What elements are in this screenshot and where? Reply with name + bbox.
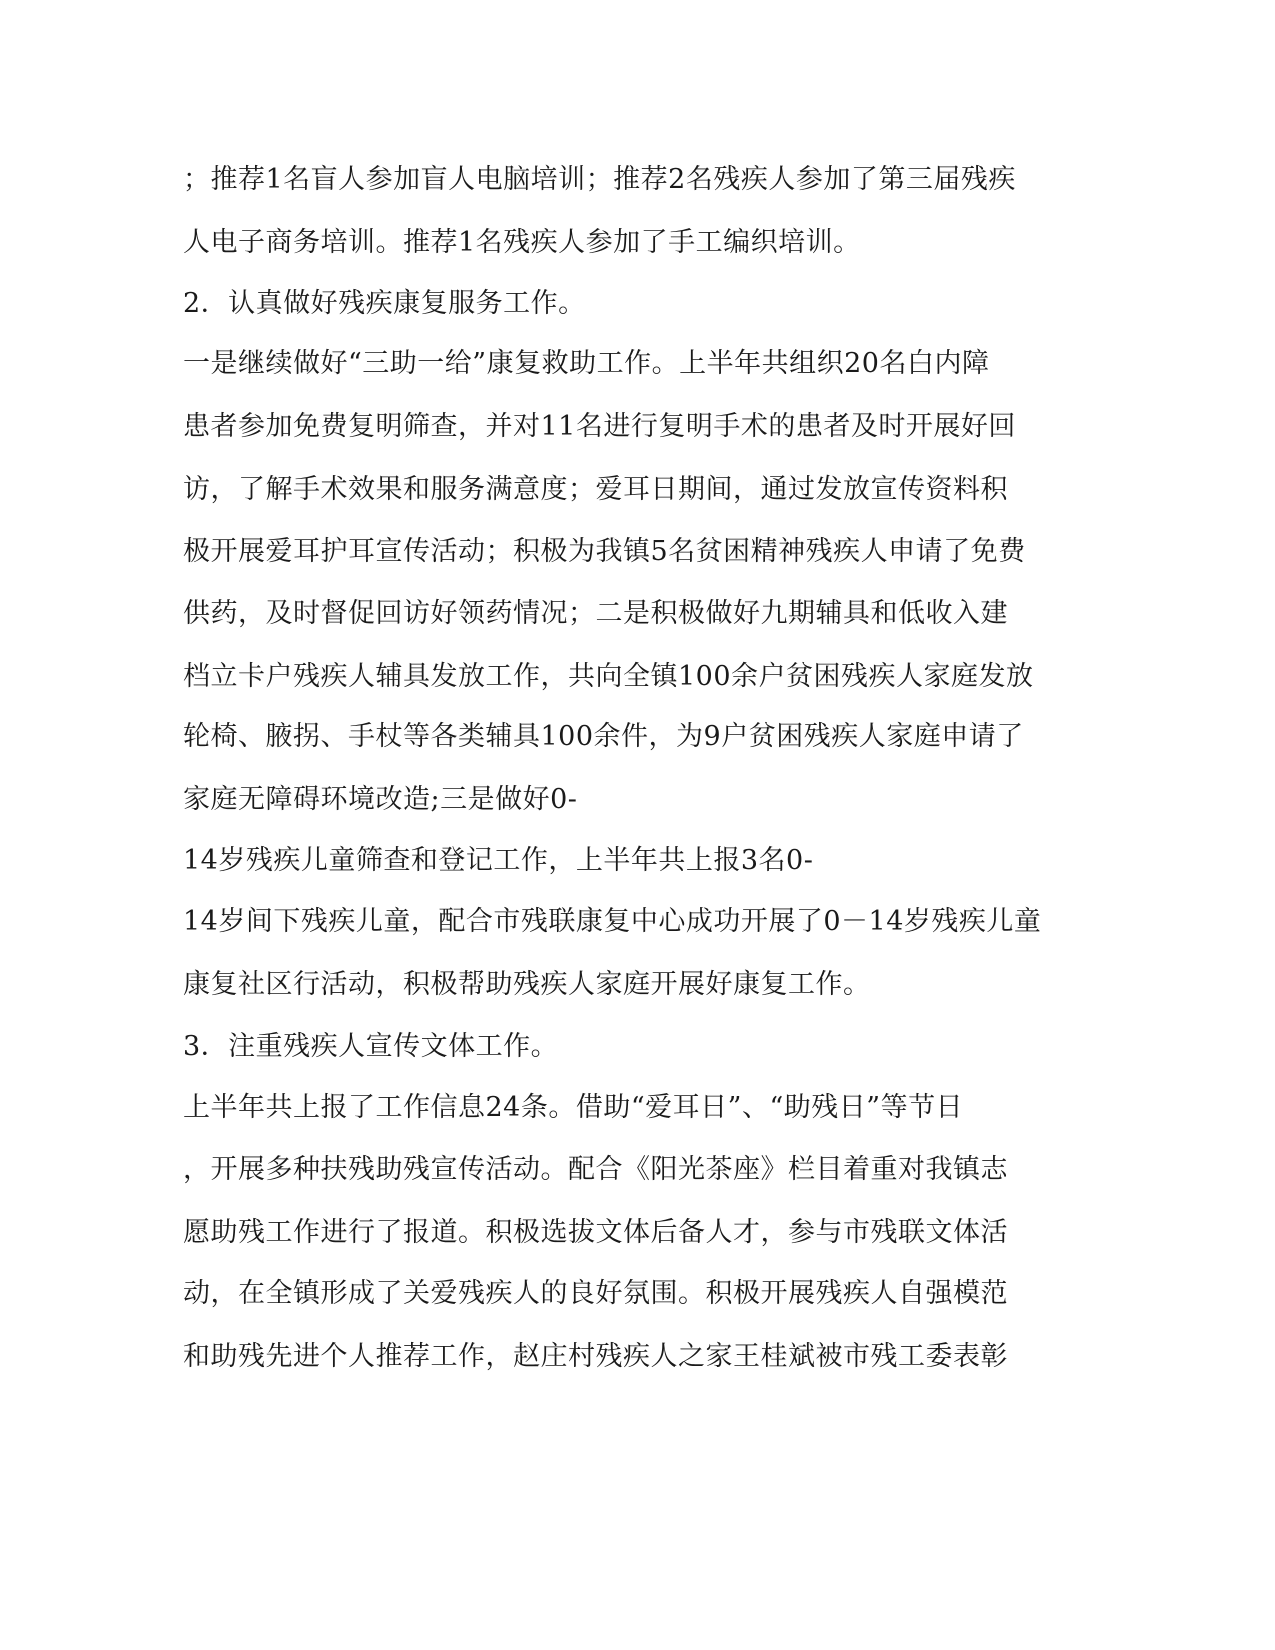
text-line: 和助残先进个人推荐工作，赵庄村残疾人之家王桂斌被市残工委表彰: [183, 1341, 1008, 1372]
text-line: 家庭无障碍环境改造;三是做好0-: [183, 784, 578, 815]
text-line: ；推荐1名盲人参加盲人电脑培训；推荐2名残疾人参加了第三届残疾: [183, 164, 1016, 195]
text-line: 14岁残疾儿童筛查和登记工作，上半年共上报3名0-: [183, 845, 814, 876]
section-heading: 3．注重残疾人宣传文体工作。: [183, 1031, 559, 1062]
text-line: 极开展爱耳护耳宣传活动；积极为我镇5名贫困精神残疾人申请了免费: [183, 536, 1026, 567]
text-line: 访，了解手术效果和服务满意度；爱耳日期间，通过发放宣传资料积: [183, 474, 1008, 505]
text-line: 轮椅、腋拐、手杖等各类辅具100余件，为9户贫困残疾人家庭申请了: [183, 721, 1024, 752]
text-line: 14岁间下残疾儿童，配合市残联康复中心成功开展了0－14岁残疾儿童: [183, 906, 1042, 937]
text-line: 上半年共上报了工作信息24条。借助“爱耳日”、“助残日”等节日: [183, 1092, 964, 1123]
text-line: 患者参加免费复明筛查，并对11名进行复明手术的患者及时开展好回: [183, 411, 1016, 442]
text-line: 一是继续做好“三助一给”康复救助工作。上半年共组织20名白内障: [183, 348, 990, 379]
text-line: 愿助残工作进行了报道。积极选拔文体后备人才，参与市残联文体活: [183, 1217, 1008, 1248]
text-line: 动，在全镇形成了关爱残疾人的良好氛围。积极开展残疾人自强模范: [183, 1278, 1008, 1309]
text-line: 档立卡户残疾人辅具发放工作，共向全镇100余户贫困残疾人家庭发放: [183, 661, 1034, 692]
section-heading: 2．认真做好残疾康复服务工作。: [183, 288, 586, 319]
text-line: ，开展多种扶残助残宣传活动。配合《阳光茶座》栏目着重对我镇志: [183, 1154, 1008, 1185]
text-line: 康复社区行活动，积极帮助残疾人家庭开展好康复工作。: [183, 969, 871, 1000]
text-line: 供药，及时督促回访好领药情况；二是积极做好九期辅具和低收入建: [183, 598, 1008, 629]
text-line: 人电子商务培训。推荐1名残疾人参加了手工编织培训。: [183, 227, 861, 258]
